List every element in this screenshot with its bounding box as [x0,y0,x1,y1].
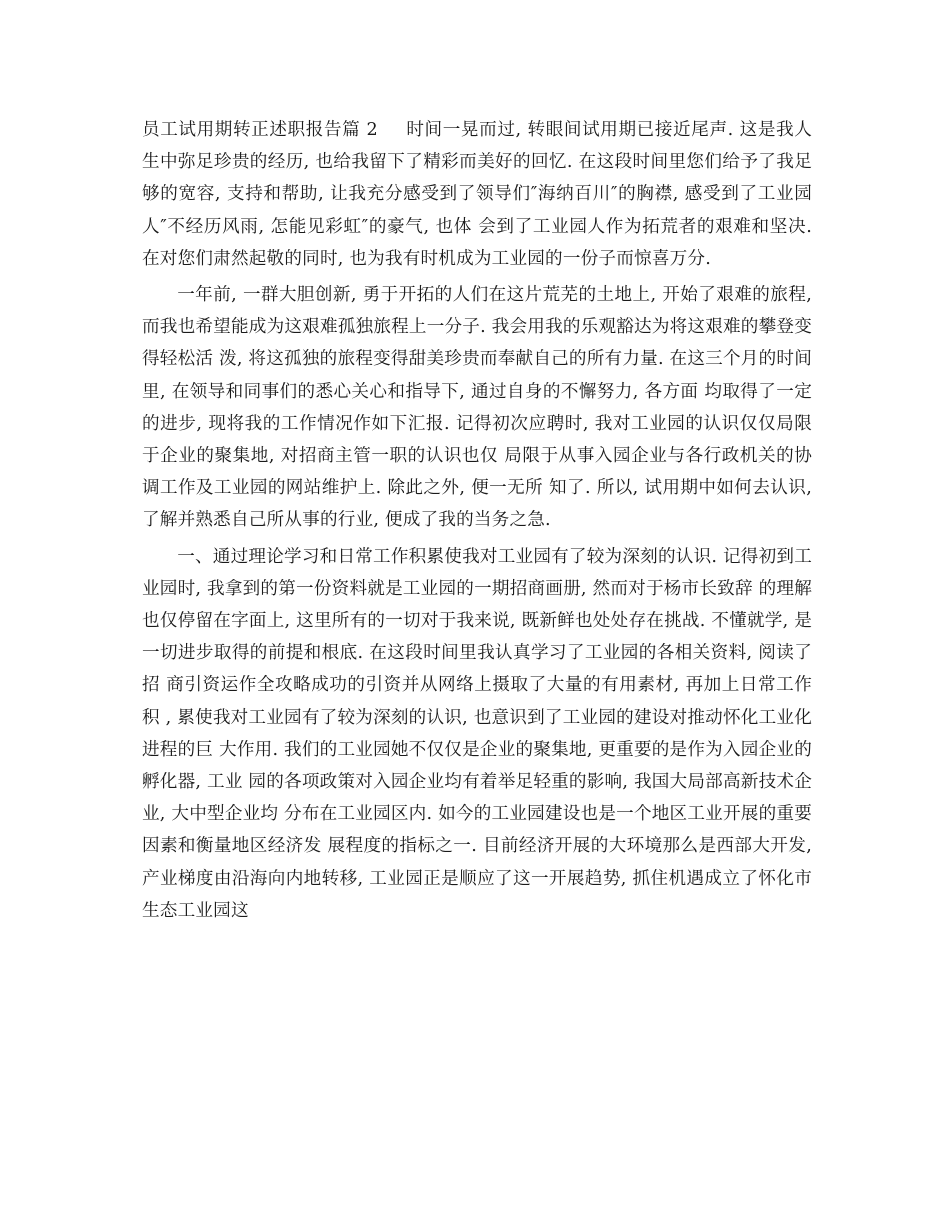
document-body [142,114,812,931]
paragraph-1 [142,114,812,275]
paragraph-3: 一、通过理论学习和日常工作积累使我对工业园有了较为深刻的认识. 记得初到工业园时, 我拿到的第一份资料就是工业园的一期招商画册, 然而对于杨市长致辞 的理解也仅停留在字面上, 这里所有的一切对于我来说, 既新鲜也处处存在挑战. 不懂就学, 是一切进步取得的前提和根底. 在这段时间里我认真学习了工业园的各相关资料, 阅读了 招 商引资运作全攻略成功的引资并从网络上摄取了大量的有用素材, 再加上日常工作积 , 累使我对工业园有了较为深刻的认识, 也意识到了工业园的建设对推动怀化工业化进程的巨 大作用. 我们的工业园她不仅仅是企业的聚集地, 更重要的是作为入园企业的孵化器, 工业 园的各项政策对入园企业均有着举足轻重的影响, 我国大局部高新技术企业, 大中型企业均 分布在工业园区内. 如今的工业园建设也是一个地区工业开展的重要因素和衡量地区经济发 展程度的指标之一. 目前经济开展的大环境那么是西部大开发, 产业梯度由沿海向内地转移, 工业园正是顺应了这一开展趋势, 抓住机遇成立了怀化市生态工业园这 [142,546,812,921]
paragraph-1-text: 时间一晃而过, 转眼间试用期已接近尾声. 这是我人生中弥足珍贵的经历, 也给我留下了精彩而美好的回忆. 在这段时间里您们给予了我足够的宽容, 支持和帮助, 让我充分感受到了领导们″海纳百川″的胸襟, 感受到了工业园人″不经历风雨, 怎能见彩虹″的豪气, 也体 会到了工业园人作为拓荒者的艰难和坚决. 在对您们肃然起敬的同时, 也为我有时机成为工业园的一份子而惊喜万分. [142,120,813,269]
document-title: 员工试用期转正述职报告篇 2 [142,120,378,140]
paragraph-2: 一年前, 一群大胆创新, 勇于开拓的人们在这片荒芜的土地上, 开始了艰难的旅程, 而我也希望能成为这艰难孤独旅程上一分子. 我会用我的乐观豁达为将这艰难的攀登变得轻松活 泼, 将这孤独的旅程变得甜美珍贵而奉献自己的所有力量. 在这三个月的时间里, 在领导和同事们的悉心关心和指导下, 通过自身的不懈努力, 各方面 均取得了一定的进步, 现将我的工作情况作如下汇报. 记得初次应聘时, 我对工业园的认识仅仅局限于企业的聚集地, 对招商主管一职的认识也仅 局限于从事入园企业与各行政机关的协调工作及工业园的网站维护上. 除此之外, 便一无所 知了. 所以, 试用期中如何去认识, 了解并熟悉自己所从事的行业, 便成了我的当务之急. [142,285,812,531]
